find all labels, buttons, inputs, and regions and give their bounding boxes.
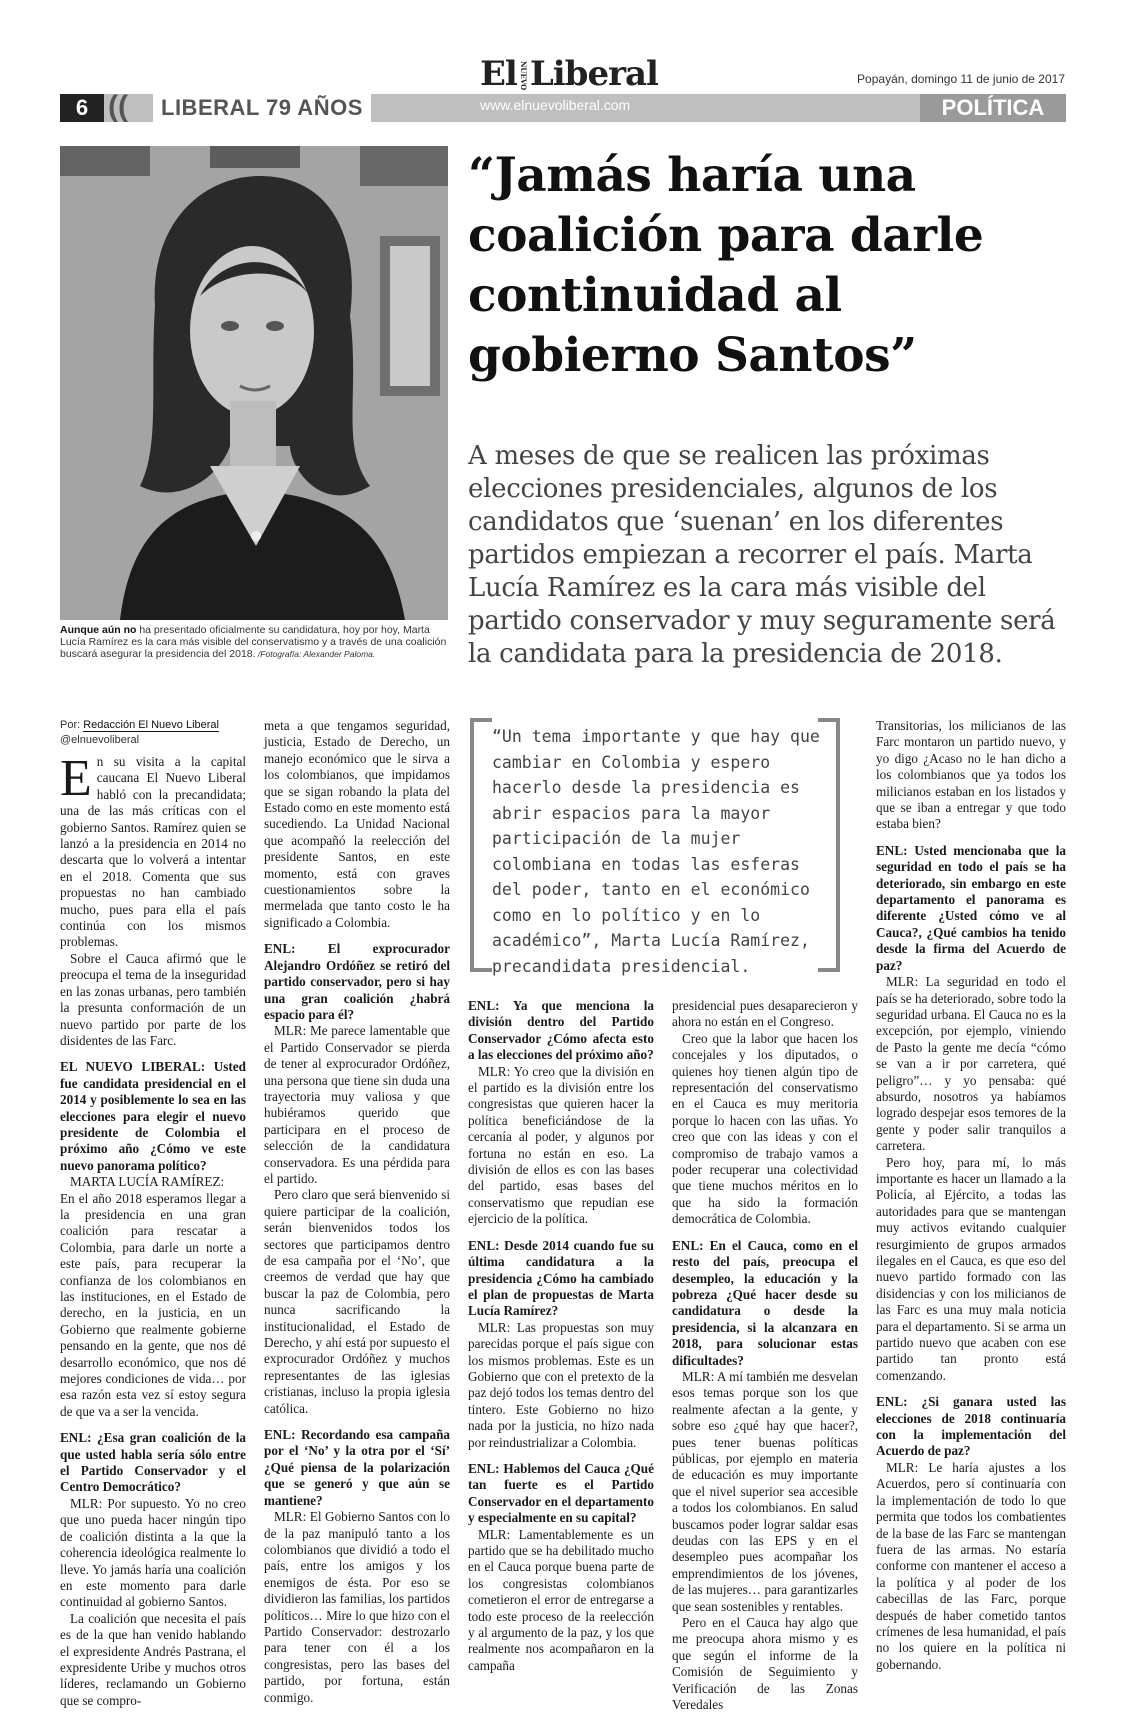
drop-cap: E <box>60 750 92 807</box>
article-lead: A meses de que se realicen las próximas elecciones presidenciales, algunos de los candidatos que ‘suenan’ en los diferentes partidos empiezan a recorrer el país. Marta Lucía Ramírez es la cara más visible del partido conservador y muy seguramente será la candidata para la presidencia de 2018. <box>468 441 1056 669</box>
interview-answer: En el año 2018 esperamos llegar a la presidencia en una gran coalición para rescatar a Colombia, para darle un norte a este país, para recuperar la confianza de los colombianos en las instituciones, en el Estado de derecho, en la justicia, en un Gobierno que realmente gobierne pensando en la gente, que nos dé desarrollo económico, que nos dé mejores condiciones de vida… por esa razón esta vez sí estoy segura de que va a ser la vencida. <box>60 1190 246 1419</box>
article-column-3 <box>468 998 654 1674</box>
article-column-4 <box>672 998 858 1713</box>
caption-lead: Aunque aún no <box>60 624 137 636</box>
interview-question: EL NUEVO LIBERAL: Usted fue candidata presidencial en el 2014 y posiblemente lo sea en las elecciones para elegir el nuevo presidente de Colombia el próximo año ¿Cómo ve este nuevo panorama político? <box>60 1059 246 1173</box>
portrait-photo <box>60 146 448 620</box>
interview-question: ENL: En el Cauca, como en el resto del país, preocupa el desempleo, la educación y la pobreza ¿Qué hacer desde su candidatura o desde la presidencia, si la alcanzara en 2018, para solucionar estas dificultades? <box>672 1237 858 1368</box>
paragraph: presidencial pues desaparecieron y ahora no están en el Congreso. <box>672 998 858 1030</box>
newspaper-logo[interactable] <box>480 54 658 94</box>
paragraph: Sobre el Cauca afirmó que le preocupa el tema de la inseguridad en las zonas urbanas, pero también la presunta conformación de un nuevo partido por parte de los disidentes de las Farc. <box>60 950 246 1048</box>
paragraph: Transitorias, los milicianos de las Farc montaron un partido nuevo, y yo digo ¿Acaso no le han dicho a los colombianos que ya todos los milicianos estaban en los listados y que se iban a entregar y que todo estaba bien? <box>876 718 1066 832</box>
interview-question: ENL: El exprocurador Alejandro Ordóñez se retiró del partido conservador, pero si hay una gran coalición ¿habrá espacio para él? <box>264 941 450 1022</box>
interview-question: ENL: Hablemos del Cauca ¿Qué tan fuerte es el Partido Conservador en el departamento y especialmente en su capital? <box>468 1460 654 1526</box>
caption-text: ha presentado oficialmente su candidatura, hoy por hoy, Marta Lucía Ramírez es la cara más visible del conservatismo y a través de una coalición buscará asegurar la presidencia del 2018. <box>60 624 447 660</box>
paragraph <box>60 750 246 951</box>
interview-answer: Pero en el Cauca hay algo que me preocupa ahora mismo y es que según el informe de la Comisión de Seguimiento y Verificación de las Zonas Veredales <box>672 1615 858 1713</box>
interview-question: ENL: Ya que menciona la división dentro del Partido Conservador ¿Cómo afecta esto a las elecciones del próximo año? <box>468 998 654 1063</box>
photo-caption <box>60 624 448 660</box>
section-label: POLÍTICA <box>920 94 1066 122</box>
article-column-5 <box>876 718 1066 1673</box>
byline-prefix: Por: <box>60 719 84 731</box>
interview-question: ENL: Recordando esa campaña por el ‘No’ y la otra por el ‘Sí’ ¿Qué piensa de la polarización que se generó y que aún se mantiene? <box>264 1427 450 1508</box>
photo-credit: /Fotografía: Alexander Paloma. <box>255 649 376 659</box>
logo-nuevo: NUEVO <box>518 61 528 91</box>
interview-answer: MLR: Las propuestas son muy parecidas porque el país sigue con los mismos problemas. Este es un Gobierno que con el pretexto de la paz dejó todos los temas dentro del tintero. Este Gobierno no hizo nada por la justicia, no hizo nada por reindustrializar a Colombia. <box>468 1319 654 1450</box>
interview-answer: MLR: La seguridad en todo el país se ha deteriorado, sobre todo la seguridad urbana. El Cauca no es la excepción, por ejemplo, viniendo de Pasto la gente me decía “cómo se van a ir por carretera, qué peligro”… y yo pensaba: qué absurdo, nosotros ya habíamos logrado despejar esos temores de la gente y poder salir tranquilos a carretera. <box>876 974 1066 1154</box>
interview-question: ENL: Desde 2014 cuando fue su última candidatura a la presidencia ¿Cómo ha cambiado el plan de propuestas de Marta Lucía Ramírez? <box>468 1237 654 1319</box>
portrait-illustration <box>60 146 448 620</box>
paragraph: Creo que la labor que hacen los concejales y los diputados, o quienes hoy tienen algún tipo de representación del conservatismo en el Cauca es muy meritoria porque lo hacen con las uñas. Yo creo que con las ideas y con el compromiso de trabajo vamos a poder recuperar una colectividad que tiene muchos méritos en lo que ha sido la formación democrática de Colombia. <box>672 1030 858 1227</box>
interview-answer: MLR: Me parece lamentable que el Partido Conservador se pierda de tener al exprocurador Ordóñez, una persona que tiene sin duda una trayectoria muy valiosa y que hubiéramos querido que participara en el proceso de selección de la candidatura conservadora. Es una pérdida para el partido. <box>264 1023 450 1186</box>
interview-answer: Pero hoy, para mí, lo más importante es hacer un llamado a la Policía, al Ejército, a todas las autoridades para que se mantengan muy activos evitando cualquier resurgimiento de grupos armados ilegales en el Cauca, es que eso del nuevo partido formado con las disidencias y con los milicianos de las Farc es una muy mala noticia para el departamento. Si se arma un partido nuevo que acaben con ese partido tan pronto está comenzando. <box>876 1154 1066 1383</box>
interview-question: ENL: ¿Si ganara usted las elecciones de 2018 continuaría con la implementación del Acuerdo de paz? <box>876 1394 1066 1459</box>
anniversary-label: LIBERAL 79 AÑOS <box>153 94 371 122</box>
byline-author[interactable]: Redacción El Nuevo Liberal <box>83 719 219 731</box>
website-link[interactable]: www.elnuevoliberal.com <box>480 97 631 113</box>
answer-speaker: MARTA LUCÍA RAMÍREZ: <box>70 1174 225 1190</box>
article-column-2 <box>264 718 450 1706</box>
logo-el: El <box>480 54 517 94</box>
interview-answer: MLR: Por supuesto. Yo no creo que uno pueda hacer ningún tipo de coalición distinta a la que la coherencia ideológica realmente lo lleve. Yo jamás haría una coalición en este momento para darle continuidad al gobierno Santos. <box>60 1495 246 1610</box>
pullquote: “Un tema importante y que hay que cambiar en Colombia y espero hacerlo desde la presidencia es abrir espacios para la mayor participación de la mujer colombiana en todas las esferas del poder, tanto en el económico como en lo político y en lo académico”, Marta Lucía Ramírez, precandidata presidencial. <box>492 727 820 976</box>
interview-answer: MLR: A mí también me desvelan esos temas porque son los que realmente afectan a la gente, y sobre eso ¿qué hay que hacer?, pues tener buenas políticas públicas, por ejemplo en materia de educación es muy importante que el nivel superior sea accesible a todos los colombianos. En salud buscamos poder lograr saldar esas deudas con las EPS y en el desempleo pues acompañar los emprendimientos de los jóvenes, de las mujeres… para garantizarles que sean sostenibles y rentables. <box>672 1368 858 1614</box>
interview-answer: MLR: El Gobierno Santos con lo de la paz manipuló tanto a los colombianos que dividió a todo el país, entre los amigos y los enemigos de ésta. Por eso se dividieron las familias, los partidos políticos… Mire lo que hizo con el Partido Conservador: destrozarlo para tener con él a los congresistas, pero las bases del partido, por fortuna, están conmigo. <box>264 1509 450 1705</box>
interview-answer: MLR: Lamentablemente es un partido que se ha debilitado mucho en el Cauca porque buena parte de los congresistas colombianos cometieron el error de entregarse a todo este proceso de la reelección y al argumento de la paz, y los que realmente nos acompañaron en la campaña <box>468 1526 654 1673</box>
interview-answer: Pero claro que será bienvenido si quiere participar de la coalición, serán bienvenidos todos los sectores que participamos dentro de esa campaña por el ‘No’, que creemos de verdad que hay que buscar la paz de Colombia, pero nunca sacrificando la institucionalidad, el Estado de Derecho, y ahí está por supuesto el exprocurador Ordóñez y muchos representantes de las iglesias cristianas, incluso la propia iglesia católica. <box>264 1187 450 1416</box>
pullquote-bracket-left <box>470 718 492 972</box>
interview-question: ENL: ¿Esa gran coalición de la que usted habla sería sólo entre el Partido Conservador y el Centro Democrático? <box>60 1430 246 1495</box>
dateline: Popayán, domingo 11 de junio de 2017 <box>857 72 1065 86</box>
paragraph-text: n su visita a la capital caucana El Nuevo Liberal habló con la precandidata; una de las más críticas con el gobierno Santos. Ramírez quien se lanzó a la presidencia en 2014 no descarta que lo volverá a intentar en el 2018. Comenta que sus propuestas no han cambiado mucho, pues para ella el país continúa con los mismos problemas. <box>60 754 246 950</box>
article-column-1 <box>60 718 246 1709</box>
page-number: 6 <box>60 94 104 122</box>
interview-answer: MLR: Yo creo que la división en el partido es la división entre los congresistas que quieren hacer la política beneficiándose de la cercanía al poder, y algunos por fortuna no están en eso. La división de ellos es con las bases del partido, esas bases del conservatismo que repudian ese ejercicio de la política. <box>468 1063 654 1227</box>
interview-question: ENL: Usted mencionaba que la seguridad en todo el país se ha deteriorado, sin embargo en este departamento el panorama es diferente ¿Usted cómo ve al Cauca?, ¿Qué cambios ha tenido desde la firma del Acuerdo de paz? <box>876 842 1066 973</box>
logo-liberal: Liberal <box>529 54 658 94</box>
byline-handle[interactable]: @elnuevoliberal <box>60 734 140 746</box>
byline <box>60 718 246 733</box>
interview-answer: La coalición que necesita el país es de la que han venido hablando el expresidente Andrés Pastrana, el expresidente Uribe y muchos otros líderes, reclamando un Gobierno que se compro- <box>60 1610 246 1708</box>
article-headline: “Jamás haría una coalición para darle continuidad al gobierno Santos” <box>468 148 984 383</box>
decorative-slashes: (( <box>108 90 128 123</box>
interview-answer: MLR: Le haría ajustes a los Acuerdos, pero sí continuaría con la implementación de todo lo que permita que todos los combatientes de la base de las Farc se mantengan fuera de las armas. No estaría conforme con mantener el acceso a la política y al poder de los cabecillas de las Farc, porque después de haber cometido tantos crímenes de lesa humanidad, el país no los quiere en la política ni gobernando. <box>876 1459 1066 1672</box>
paragraph: meta a que tengamos seguridad, justicia, Estado de Derecho, un manejo económico que le sirva a los colombianos, que impidamos que se sigan robando la plata del Estado como en este momento está sucediendo. La Unidad Nacional que acompañó la reelección del presidente Santos, en este momento, está con graves cuestionamientos sobre la mermelada que tanto costo le ha significado a Colombia. <box>264 718 450 930</box>
